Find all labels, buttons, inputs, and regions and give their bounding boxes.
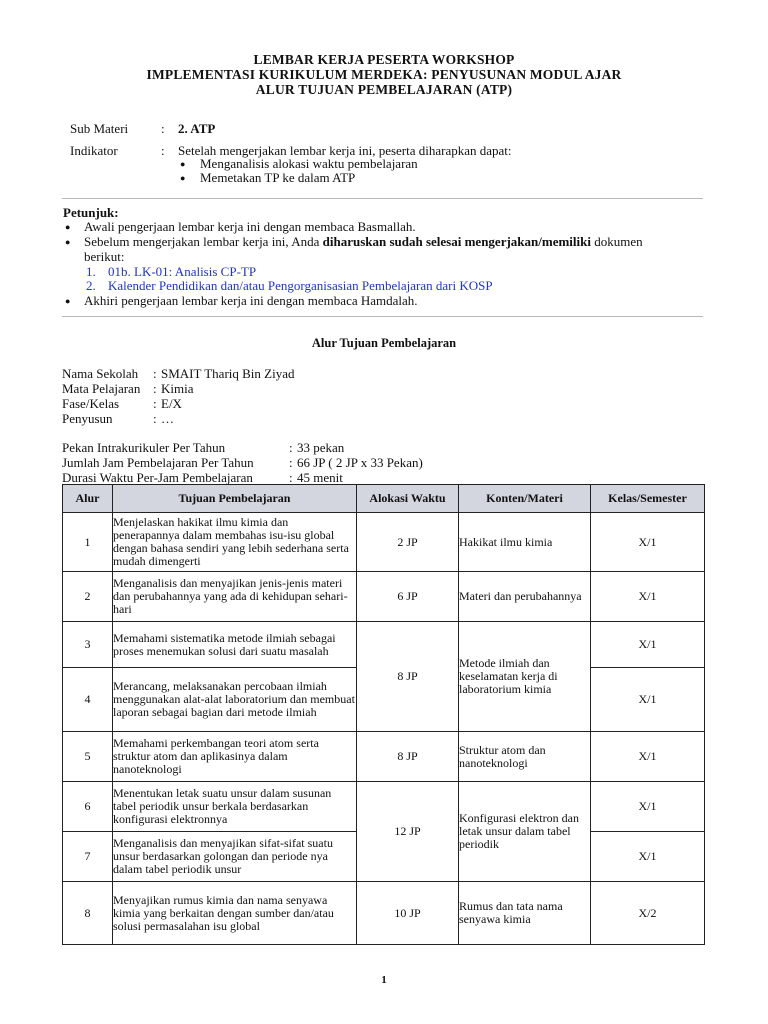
petunjuk-item-2-post: dokumen xyxy=(590,234,643,249)
kelas-cell: X/1 xyxy=(591,782,705,832)
doc-title-line-2: IMPLEMENTASI KURIKULUM MERDEKA: PENYUSUNAN MODUL AJAR xyxy=(146,67,622,82)
sub-materi-colon: : xyxy=(161,121,165,136)
kelas-cell: X/1 xyxy=(591,622,705,668)
stat-value: 66 JP ( 2 JP x 33 Pekan) xyxy=(297,455,423,470)
bullet-icon: ● xyxy=(65,237,71,247)
link-number: 1. xyxy=(86,264,96,279)
sub-materi-value: 2. ATP xyxy=(178,121,216,136)
alur-cell: 2 xyxy=(63,572,113,622)
stat-value: 33 pekan xyxy=(297,440,345,455)
kelas-cell: X/1 xyxy=(591,832,705,882)
stat-colon: : xyxy=(289,455,293,470)
alur-cell: 6 xyxy=(63,782,113,832)
bullet-icon: ● xyxy=(65,296,71,306)
table-row xyxy=(63,622,705,668)
stat-colon: : xyxy=(289,440,293,455)
tp-cell: Memahami perkembangan teori atom serta struktur atom dan aplikasinya dalam nanoteknologi xyxy=(113,732,357,782)
alokasi-cell: 12 JP xyxy=(357,782,459,882)
petunjuk-item-2 xyxy=(84,234,643,250)
bullet-icon: ● xyxy=(65,222,71,232)
petunjuk-item-2-cont: berikut: xyxy=(84,249,125,264)
info-value: SMAIT Thariq Bin Ziyad xyxy=(161,366,295,381)
konten-cell: Hakikat ilmu kimia xyxy=(459,513,591,572)
alur-cell: 4 xyxy=(63,668,113,732)
link-number: 2. xyxy=(86,278,96,293)
tp-cell: Memahami sistematika metode ilmiah sebagai proses menemukan solusi dari suatu masalah xyxy=(113,622,357,668)
doc-title-line-1: LEMBAR KERJA PESERTA WORKSHOP xyxy=(253,52,515,67)
petunjuk-item-2-bold: diharuskan sudah selesai mengerjakan/memiliki xyxy=(322,234,591,249)
divider xyxy=(62,316,703,317)
info-colon: : xyxy=(153,381,157,396)
link-analisis-cp-tp[interactable]: 01b. LK-01: Analisis CP-TP xyxy=(108,264,257,279)
kelas-cell: X/1 xyxy=(591,513,705,572)
tp-cell: Menjelaskan hakikat ilmu kimia dan penerapannya dalam membahas isu-isu global dengan bahasa sendiri yang lebih sederhana serta mudah dimengerti xyxy=(113,513,357,572)
indikator-intro: Setelah mengerjakan lembar kerja ini, peserta diharapkan dapat: xyxy=(178,143,512,158)
alokasi-cell: 2 JP xyxy=(357,513,459,572)
konten-cell: Metode ilmiah dan keselamatan kerja di laboratorium kimia xyxy=(459,622,591,732)
petunjuk-item-2-pre: Sebelum mengerjakan lembar kerja ini, Anda xyxy=(84,234,323,249)
alur-cell: 8 xyxy=(63,882,113,945)
header-alur: Alur xyxy=(63,485,113,513)
section-title: Alur Tujuan Pembelajaran xyxy=(311,336,457,350)
info-value: Kimia xyxy=(161,381,194,396)
info-value: E/X xyxy=(161,396,182,411)
page-number: 1 xyxy=(381,974,387,986)
alur-cell: 7 xyxy=(63,832,113,882)
tp-cell: Menyajikan rumus kimia dan nama senyawa kimia yang berkaitan dengan sumber dan/atau solusi permasalahan isu global xyxy=(113,882,357,945)
tp-cell: Menentukan letak suatu unsur dalam susunan tabel periodik unsur berkala berdasarkan konfigurasi elektronnya xyxy=(113,782,357,832)
konten-cell: Rumus dan tata nama senyawa kimia xyxy=(459,882,591,945)
table-row xyxy=(63,513,705,572)
indikator-label: Indikator xyxy=(70,143,118,158)
kelas-cell: X/1 xyxy=(591,732,705,782)
bullet-icon: ● xyxy=(180,159,186,169)
bullet-icon: ● xyxy=(180,173,186,183)
indikator-item: Menganalisis alokasi waktu pembelajaran xyxy=(200,156,418,171)
petunjuk-heading: Petunjuk: xyxy=(63,205,119,220)
table-header-row xyxy=(63,485,705,513)
petunjuk-item-1: Awali pengerjaan lembar kerja ini dengan membaca Basmallah. xyxy=(84,219,416,234)
tp-cell: Merancang, melaksanakan percobaan ilmiah menggunakan alat-alat laboratorium dan membuat laporan sebagai bagian dari metode ilmiah xyxy=(113,668,357,732)
info-colon: : xyxy=(153,411,157,426)
konten-cell: Struktur atom dan nanoteknologi xyxy=(459,732,591,782)
table-row xyxy=(63,882,705,945)
info-value: … xyxy=(161,411,174,426)
alokasi-cell: 10 JP xyxy=(357,882,459,945)
table-row xyxy=(63,572,705,622)
table-row xyxy=(63,782,705,832)
kelas-cell: X/2 xyxy=(591,882,705,945)
kelas-cell: X/1 xyxy=(591,572,705,622)
alokasi-cell: 8 JP xyxy=(357,622,459,732)
divider xyxy=(62,198,703,199)
indikator-colon: : xyxy=(161,143,165,158)
stat-colon: : xyxy=(289,470,293,485)
info-colon: : xyxy=(153,366,157,381)
header-tujuan-pembelajaran: Tujuan Pembelajaran xyxy=(113,485,357,513)
konten-cell: Materi dan perubahannya xyxy=(459,572,591,622)
info-label: Fase/Kelas xyxy=(62,396,120,411)
tp-cell: Menganalisis dan menyajikan jenis-jenis materi dan perubahannya yang ada di kehidupan sehari-hari xyxy=(113,572,357,622)
stat-label: Jumlah Jam Pembelajaran Per Tahun xyxy=(62,455,254,470)
alokasi-cell: 8 JP xyxy=(357,732,459,782)
link-kalender-pendidikan[interactable]: Kalender Pendidikan dan/atau Pengorganisasian Pembelajaran dari KOSP xyxy=(108,278,493,293)
alur-cell: 1 xyxy=(63,513,113,572)
info-colon: : xyxy=(153,396,157,411)
header-alokasi-waktu: Alokasi Waktu xyxy=(357,485,459,513)
alokasi-cell: 6 JP xyxy=(357,572,459,622)
petunjuk-item-3: Akhiri pengerjaan lembar kerja ini dengan membaca Hamdalah. xyxy=(84,293,418,308)
alur-cell: 3 xyxy=(63,622,113,668)
header-konten-materi: Konten/Materi xyxy=(459,485,591,513)
doc-title-line-3: ALUR TUJUAN PEMBELAJARAN (ATP) xyxy=(255,82,513,97)
tp-cell: Menganalisis dan menyajikan sifat-sifat suatu unsur berdasarkan golongan dan periode nya dalam tabel periodik unsur xyxy=(113,832,357,882)
stat-label: Pekan Intrakurikuler Per Tahun xyxy=(62,440,226,455)
stat-label: Durasi Waktu Per-Jam Pembelajaran xyxy=(62,470,253,485)
alur-cell: 5 xyxy=(63,732,113,782)
sub-materi-label: Sub Materi xyxy=(70,121,129,136)
kelas-cell: X/1 xyxy=(591,668,705,732)
info-label: Nama Sekolah xyxy=(62,366,139,381)
table-row xyxy=(63,732,705,782)
info-label: Penyusun xyxy=(62,411,113,426)
info-label: Mata Pelajaran xyxy=(62,381,141,396)
indikator-item: Memetakan TP ke dalam ATP xyxy=(200,170,356,185)
atp-table xyxy=(62,484,705,945)
header-kelas-semester: Kelas/Semester xyxy=(591,485,705,513)
stat-value: 45 menit xyxy=(297,470,343,485)
konten-cell: Konfigurasi elektron dan letak unsur dalam tabel periodik xyxy=(459,782,591,882)
